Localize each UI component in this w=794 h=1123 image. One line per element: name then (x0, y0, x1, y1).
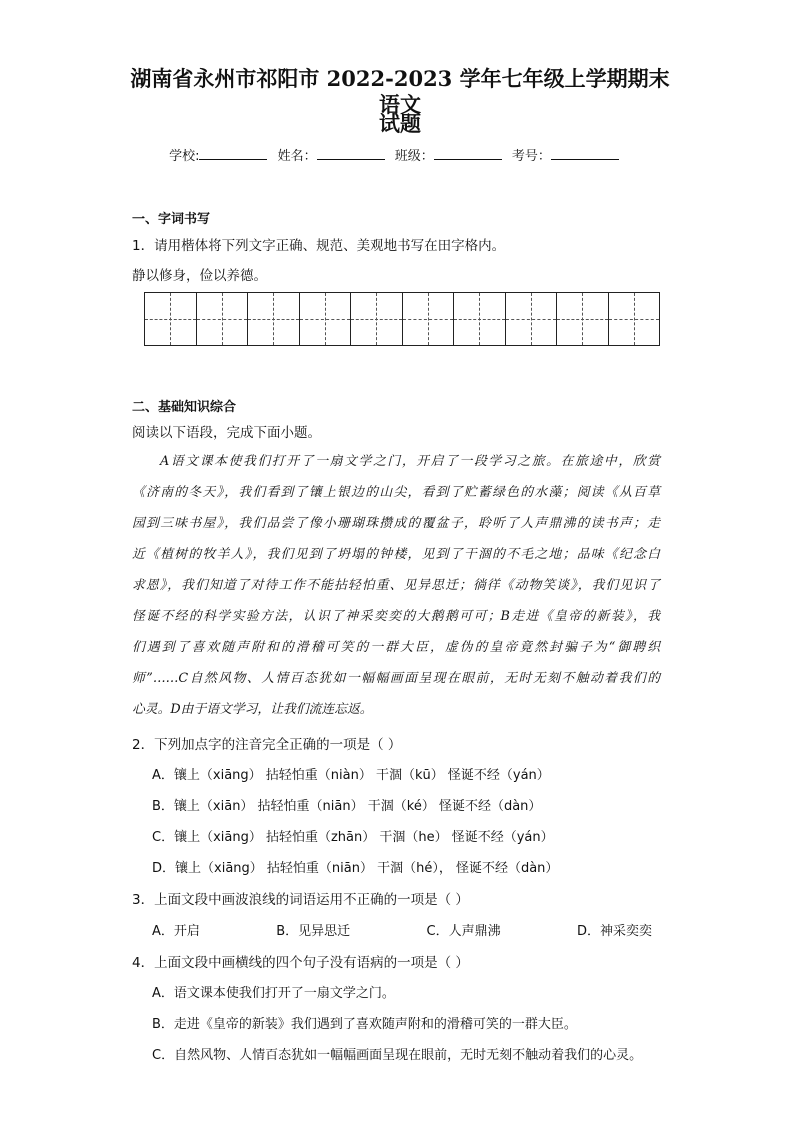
copy-text: 静以修身，俭以养德。 (132, 268, 267, 284)
passage-line: 《济南的冬天》，我们看到了镶上银边的山尖，看到了贮蓄绿色的水藻；阅读《从百草 (132, 485, 660, 500)
passage-line: 怪诞不经的科学实验方法，认识了神采奕奕的大鹅鹅可可；B走进《皇帝的新装》，我 (132, 609, 660, 624)
section2-heading: 二、基础知识综合 (132, 400, 237, 415)
q4-option-a[interactable]: A．语文课本使我们打开了一扇文学之门。 (152, 986, 395, 1001)
exam-title-line2: 试题 (379, 111, 421, 136)
question-2: 2．下列加点字的注音完全正确的一项是（ ） (132, 737, 402, 753)
passage-line: 心灵。D由于语文学习，让我们流连忘返。 (132, 702, 373, 717)
passage-line: 求恩》，我们知道了对待工作不能拈轻怕重、见异思迁；徜徉《动物笑谈》，我们见识了 (132, 578, 660, 593)
passage-line: 园到三味书屋》，我们品尝了像小珊瑚珠攒成的覆盆子，聆听了人声鼎沸的读书声；走 (132, 516, 660, 531)
q2-option-d[interactable]: D．镶上（xiāng） 拈轻怕重（niān） 干涸（hé）， 怪诞不经（dàn） (152, 861, 559, 876)
question-1: 1．请用楷体将下列文字正确、规范、美观地书写在田字格内。 (132, 238, 506, 254)
grid-cell[interactable] (197, 293, 249, 345)
class-blank[interactable] (434, 147, 502, 160)
q2-option-b[interactable]: B．镶上（xiān） 拈轻怕重（niān） 干涸（ké） 怪诞不经（dàn） (152, 799, 542, 814)
passage-line: 们遇到了喜欢随声附和的滑稽可笑的一群大臣，虚伪的皇帝竟然封骗子为“御聘织 (132, 640, 660, 655)
grid-cell[interactable] (506, 293, 558, 345)
q3-option-a[interactable]: A．开启 (152, 924, 200, 939)
question-4: 4．上面文段中画横线的四个句子没有语病的一项是（ ） (132, 955, 469, 971)
q3-option-c[interactable]: C．人声鼎沸 (426, 924, 501, 939)
grid-cell[interactable] (609, 293, 660, 345)
q4-option-b[interactable]: B．走进《皇帝的新装》我们遇到了喜欢随声附和的滑稽可笑的一群大臣。 (152, 1017, 577, 1032)
grid-cell[interactable] (248, 293, 300, 345)
section1-heading: 一、字词书写 (132, 212, 211, 227)
grid-cell[interactable] (454, 293, 506, 345)
tianzige-grid[interactable] (144, 292, 660, 346)
grid-cell[interactable] (145, 293, 197, 345)
reading-passage (132, 446, 660, 725)
student-info-row (0, 145, 794, 164)
passage-line: A语文课本使我们打开了一扇文学之门，开启了一段学习之旅。在旅途中，欣赏 (160, 454, 660, 469)
grid-cell[interactable] (351, 293, 403, 345)
q3-options (152, 920, 652, 939)
exam-title-line1: 湖南省永州市祁阳市 2022-2023 学年七年级上学期期末语文 (130, 66, 670, 117)
q2-option-a[interactable]: A．镶上（xiāng） 拈轻怕重（niàn） 干涸（kū） 怪诞不经（yán） (152, 768, 550, 783)
number-blank[interactable] (551, 147, 619, 160)
grid-cell[interactable] (300, 293, 352, 345)
reading-intro: 阅读以下语段，完成下面小题。 (132, 425, 321, 441)
q2-option-c[interactable]: C．镶上（xiāng） 拈轻怕重（zhān） 干涸（he） 怪诞不经（yán） (152, 830, 554, 845)
q3-option-d[interactable]: D．神采奕奕 (576, 924, 652, 939)
grid-cell[interactable] (403, 293, 455, 345)
school-label: 学校: (169, 149, 200, 164)
passage-line: 近《植树的牧羊人》，我们见到了坍塌的钟楼，见到了干涸的不毛之地；品味《纪念白 (132, 547, 660, 562)
class-label: 班级： (394, 149, 434, 164)
name-blank[interactable] (317, 147, 385, 160)
name-label: 姓名： (277, 149, 317, 164)
grid-cell[interactable] (557, 293, 609, 345)
number-label: 考号： (511, 149, 551, 164)
q4-option-c[interactable]: C．自然风物、人情百态犹如一幅幅画面呈现在眼前，无时无刻不触动着我们的心灵。 (152, 1048, 643, 1063)
q3-option-b[interactable]: B．见异思迁 (276, 924, 351, 939)
question-3: 3．上面文段中画波浪线的词语运用不正确的一项是（ ） (132, 892, 469, 908)
passage-line: 师”……C自然风物、人情百态犹如一幅幅画面呈现在眼前，无时无刻不触动着我们的 (132, 671, 660, 686)
school-blank[interactable] (199, 147, 267, 160)
